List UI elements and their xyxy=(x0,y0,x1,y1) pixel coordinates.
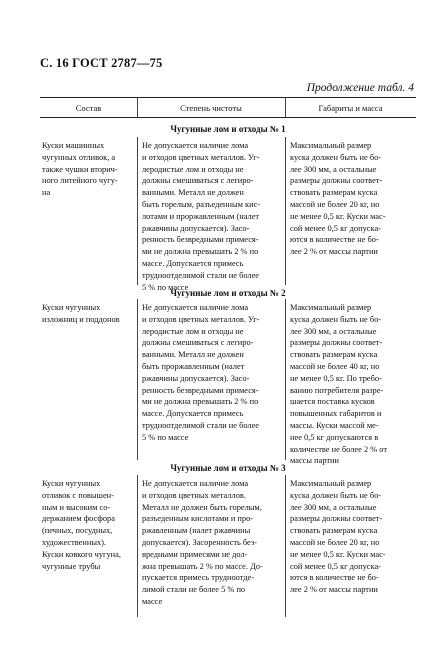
table-header-rule xyxy=(40,117,416,118)
table-top-rule xyxy=(40,97,416,98)
group-2-divider-1 xyxy=(137,299,138,460)
group-3-divider-1 xyxy=(137,475,138,617)
group-title-2: Чугунные лом и отходы № 2 xyxy=(170,288,286,298)
group-1-divider-1 xyxy=(137,137,138,285)
group-2-divider-2 xyxy=(285,299,286,460)
group-2-purity: Не допускается наличие лома и отходов цветных металлов. Уг- леродистые лом и отходы не должны смешиваться с легиро- ванными. Металл не должен быть проржавленным (налет ржавчины допускается). Засо- ренность безвредными примеся- ми не должна превышать 2 % по массе. Допускается примесь трудноотделимой стали не более 5 % по массе xyxy=(142,303,260,442)
group-1-purity: Не допускается наличие лома и отходов цветных металлов. Уг- леродистые лом и отходы не должны смешиваться с легиро- ванными. Металл не должен быть горелым, разъеденным кис- лотами и проржавленным (налет ржавчины допускается). Засо- ренность безвредными примеся- ми не должна превышать 2 % по массе. Допускается примесь трудноотделимой стали не более 5 % по массе xyxy=(142,141,261,292)
group-2-composition: Куски чугунных изложниц и поддонов xyxy=(42,303,120,324)
column-header-dimensions: Габариты и масса xyxy=(318,103,383,113)
group-1-dimensions: Максимальный размер куска должен быть не бо- лее 300 мм, а остальные размеры должны соответ- ствовать размерам куска массой не более 20 кг, но не менее 0,5 кг. Куски мас- сой менее 0,5 кг допуска- ются в количестве не бо- лее 2 % от массы партии xyxy=(290,141,386,257)
group-1-divider-2 xyxy=(285,137,286,285)
group-title-3: Чугунные лом и отходы № 3 xyxy=(170,463,286,473)
table-continuation-label: Продолжение табл. 4 xyxy=(306,82,414,94)
group-1-composition: Куски машинных чугунных отливок, а также чушки вторич- ного литейного чугу- на xyxy=(42,141,118,198)
group-3-composition: Куски чугунных отливок с повышен- ным и высоким со- держанием фосфора (печных, посудных, художественных). Куски ковкого чугуна, чугунные трубы xyxy=(42,479,121,571)
column-header-purity: Степень чистоты xyxy=(180,103,242,113)
group-3-dimensions: Максимальный размер куска должен быть не бо- лее 300 мм, а остальные размеры должны соответ- ствовать размерам куска массой не более 20 кг, но не менее 0,5 кг. Куски мас- сой менее 0,5 кг допуска- ются в количестве не бо- лее 2 % от массы партии xyxy=(290,479,386,595)
page-header: С. 16 ГОСТ 2787—75 xyxy=(40,56,163,70)
group-3-divider-2 xyxy=(285,475,286,617)
group-title-1: Чугунные лом и отходы № 1 xyxy=(170,124,286,134)
group-3-purity: Не допускается наличие лома и отходов цветных металлов. Металл не должен быть горелым, разъеденным кислотами и про- ржавленным (налет ржавчины допускается). Засоренность без- вредными примесями не дол- жна превышать 2 % по массе. До- пускается примесь трудноотде- лимой стали не более 5 % по массе xyxy=(142,479,263,606)
group-2-dimensions: Максимальный размер куска должен быть не бо- лее 300 мм, а остальные размеры должны соответ- ствовать размерам куска массой не более 40 кг, но не менее 0,5 кг. По требо- ванию потребителя разре- шается поставка кусков повышенных габаритов и массы. Куски массой ме- нее 0,5 кг допускаются в количестве не более 2 % от массы партии xyxy=(290,303,388,466)
column-header-composition: Состав xyxy=(75,103,102,113)
